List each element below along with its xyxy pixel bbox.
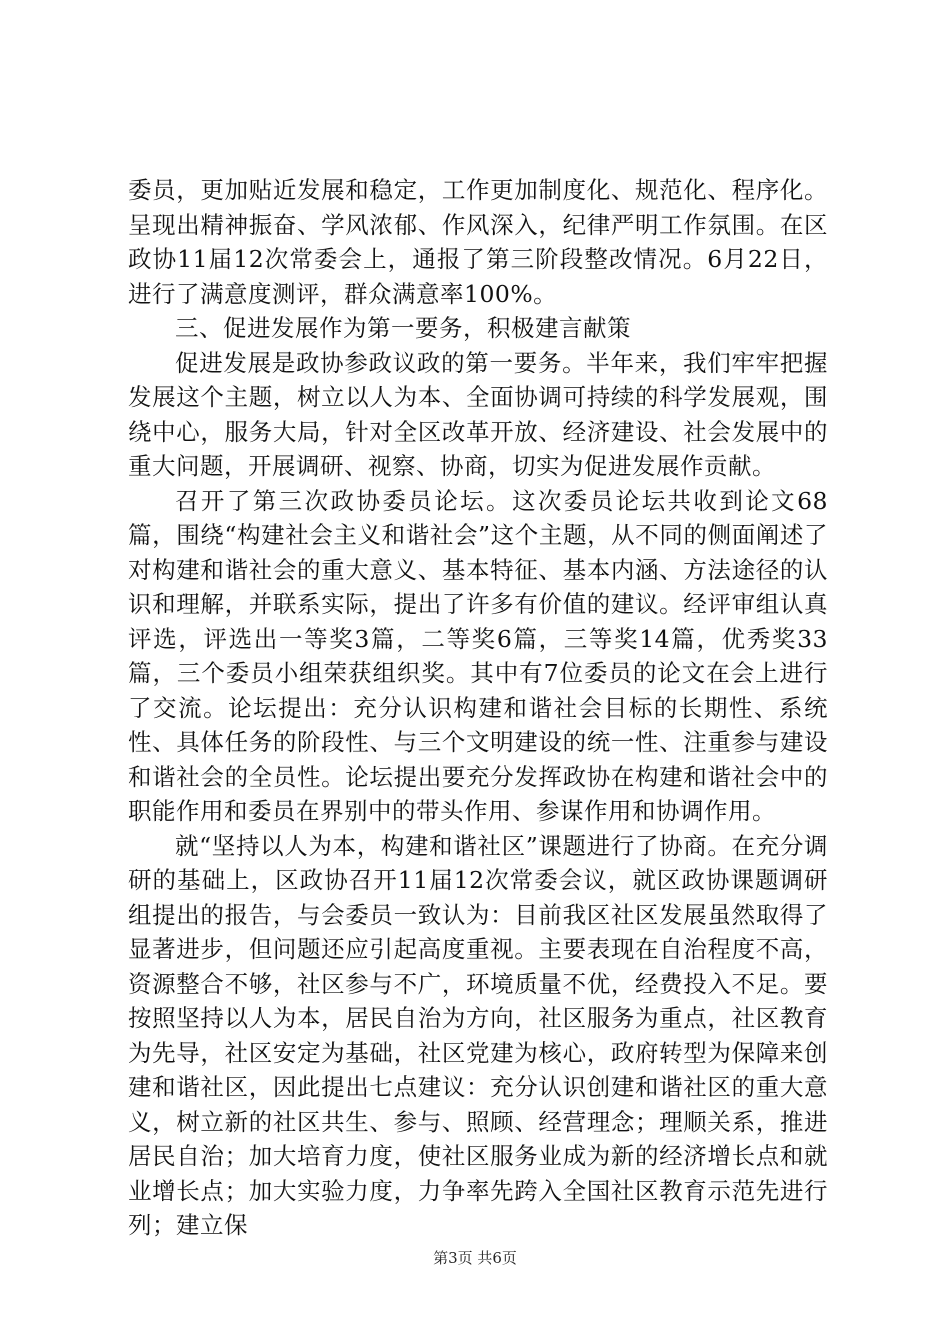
- paragraph-development: 促进发展是政协参政议政的第一要务。半年来，我们牢牢把握发展这个主题，树立以人为本、全面协调可持续的科学发展观，围绕中心，服务大局，针对全区改革开放、经济建设、社会发展中的重大问题，开展调研、视察、协商，切实为促进发展作贡献。: [128, 348, 828, 480]
- page-number-footer: 第3页 共6页: [433, 1249, 517, 1267]
- document-body: [128, 173, 828, 1243]
- paragraph-continuation: 委员，更加贴近发展和稳定，工作更加制度化、规范化、程序化。呈现出精神振奋、学风浓郁、作风深入，纪律严明工作氛围。在区政协11届12次常委会上，通报了第三阶段整改情况。6月22日，进行了满意度测评，群众满意率100%。: [128, 176, 828, 308]
- section-heading: 三、促进发展作为第一要务，积极建言献策: [175, 314, 631, 342]
- paragraph-forum: 召开了第三次政协委员论坛。这次委员论坛共收到论文68篇，围绕“构建社会主义和谐社会”这个主题，从不同的侧面阐述了对构建和谐社会的重大意义、基本特征、基本内涵、方法途径的认识和理解，并联系实际，提出了许多有价值的建议。经评审组认真评选，评选出一等奖3篇，二等奖6篇，三等奖14篇，优秀奖33篇，三个委员小组荣获组织奖。其中有7位委员的论文在会上进行了交流。论坛提出：充分认识构建和谐社会目标的长期性、系统性、具体任务的阶段性、与三个文明建设的统一性、注重参与建设和谐社会的全员性。论坛提出要充分发挥政协在构建和谐社会中的职能作用和委员在界别中的带头作用、参谋作用和协调作用。: [128, 486, 828, 825]
- paragraph-community: 就“坚持以人为本，构建和谐社区”课题进行了协商。在充分调研的基础上，区政协召开11届12次常委会议，就区政协课题调研组提出的报告，与会委员一致认为：目前我区社区发展虽然取得了显著进步，但问题还应引起高度重视。主要表现在自治程度不高，资源整合不够，社区参与不广，环境质量不优，经费投入不足。要按照坚持以人为本，居民自治为方向，社区服务为重点，社区教育为先导，社区安定为基础，社区党建为核心，政府转型为保障来创建和谐社区，因此提出七点建议：充分认识创建和谐社区的重大意义，树立新的社区共生、参与、照顾、经营理念；理顺关系，推进居民自治；加大培育力度，使社区服务业成为新的经济增长点和就业增长点；加大实验力度，力争率先跨入全国社区教育示范先进行列；建立保: [128, 831, 828, 1239]
